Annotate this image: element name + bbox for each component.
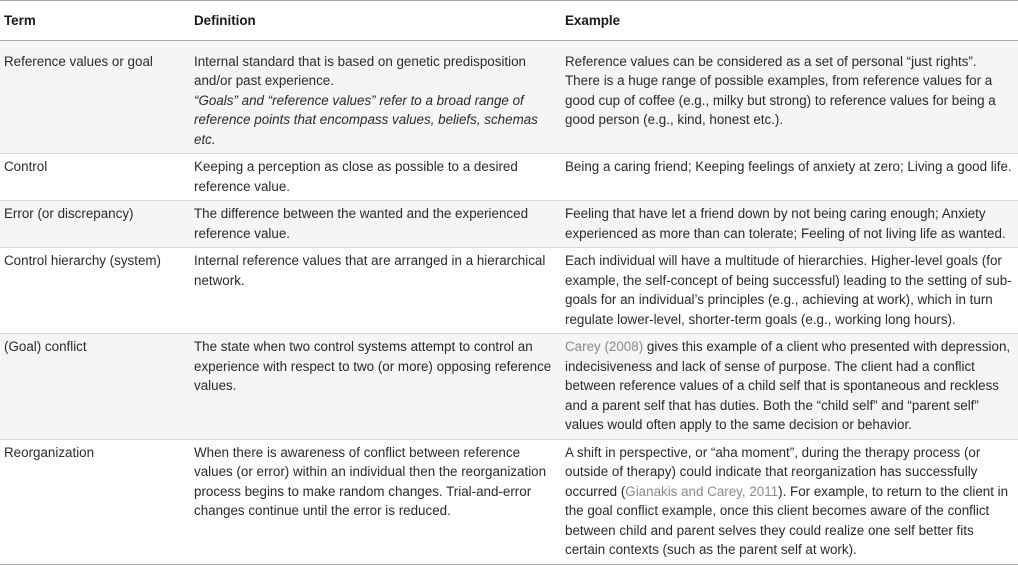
example-cell [561, 439, 1018, 564]
definition-cell: When there is awareness of conflict between reference values (or error) within an individual then the reorganization process begins to make random changes. Trial-and-error changes continue until the error is reduced. [190, 439, 561, 564]
table-row [0, 248, 1018, 334]
example-cell [561, 334, 1018, 440]
table-row [0, 40, 1018, 154]
term-cell: Error (or discrepancy) [0, 201, 190, 248]
definition-note: “Goals” and “reference values” refer to a broad range of reference points that encompass values, beliefs, schemas etc. [194, 92, 538, 147]
definition-cell: The difference between the wanted and the experienced reference value. [190, 201, 561, 248]
example-cell: Feeling that have let a friend down by not being caring enough; Anxiety experienced as more than can tolerate; Feeling of not living life as wanted. [561, 201, 1018, 248]
definition-cell: Keeping a perception as close as possible to a desired reference value. [190, 154, 561, 201]
term-cell: Control hierarchy (system) [0, 248, 190, 334]
term-cell: Reorganization [0, 439, 190, 564]
example-cell: Each individual will have a multitude of hierarchies. Higher-level goals (for example, the self-concept of being successful) leading to the setting of sub-goals for an individual’s principles (e.g., achieving at work), which in turn regulate lower-level, shorter-term goals (e.g., working long hours). [561, 248, 1018, 334]
header-row [0, 1, 1018, 41]
example-cell: Being a caring friend; Keeping feelings of anxiety at zero; Living a good life. [561, 154, 1018, 201]
table-row [0, 334, 1018, 440]
table-row [0, 154, 1018, 201]
definition-text: Internal standard that is based on genetic predisposition and/or past experience. [194, 53, 527, 88]
example-cell: Reference values can be considered as a set of personal “just rights”. There is a huge range of possible examples, from reference values for a good cup of coffee (e.g., milky but strong) to reference values for being a good person (e.g., kind, honest etc.). [561, 40, 1018, 154]
header-definition: Definition [190, 1, 561, 41]
citation-link[interactable]: Gianakis and Carey, 2011 [625, 483, 779, 499]
example-text: gives this example of a client who presented with depression, indecisiveness and lack of sense of purpose. The client had a conflict between reference values of a child self that is spontaneous and reckless and a parent self that has duties. Both the “child self” and “parent self” values would often apply to the same decision or behavior. [565, 339, 1011, 432]
term-cell: (Goal) conflict [0, 334, 190, 440]
example-text: A shift in perspective, or “aha moment”, during the therapy process (or outside of therapy) could indicate that reorganization has successfully occurred ( [565, 444, 981, 499]
definition-cell [190, 40, 561, 154]
term-cell: Control [0, 154, 190, 201]
header-example: Example [561, 1, 1018, 41]
table-row [0, 201, 1018, 248]
example-text: ). For example, to return to the client in the goal conflict example, once this client becomes aware of the conflict between child and parent selves they could realize one self better fits certain contexts (such as the parent self at work). [565, 483, 1009, 557]
definition-cell: Internal reference values that are arranged in a hierarchical network. [190, 248, 561, 334]
header-term: Term [0, 1, 190, 41]
citation-link[interactable]: Carey (2008) [565, 339, 644, 354]
definition-cell: The state when two control systems attempt to control an experience with respect to two (or more) opposing reference values. [190, 334, 561, 440]
table-row [0, 439, 1018, 564]
term-cell: Reference values or goal [0, 40, 190, 154]
